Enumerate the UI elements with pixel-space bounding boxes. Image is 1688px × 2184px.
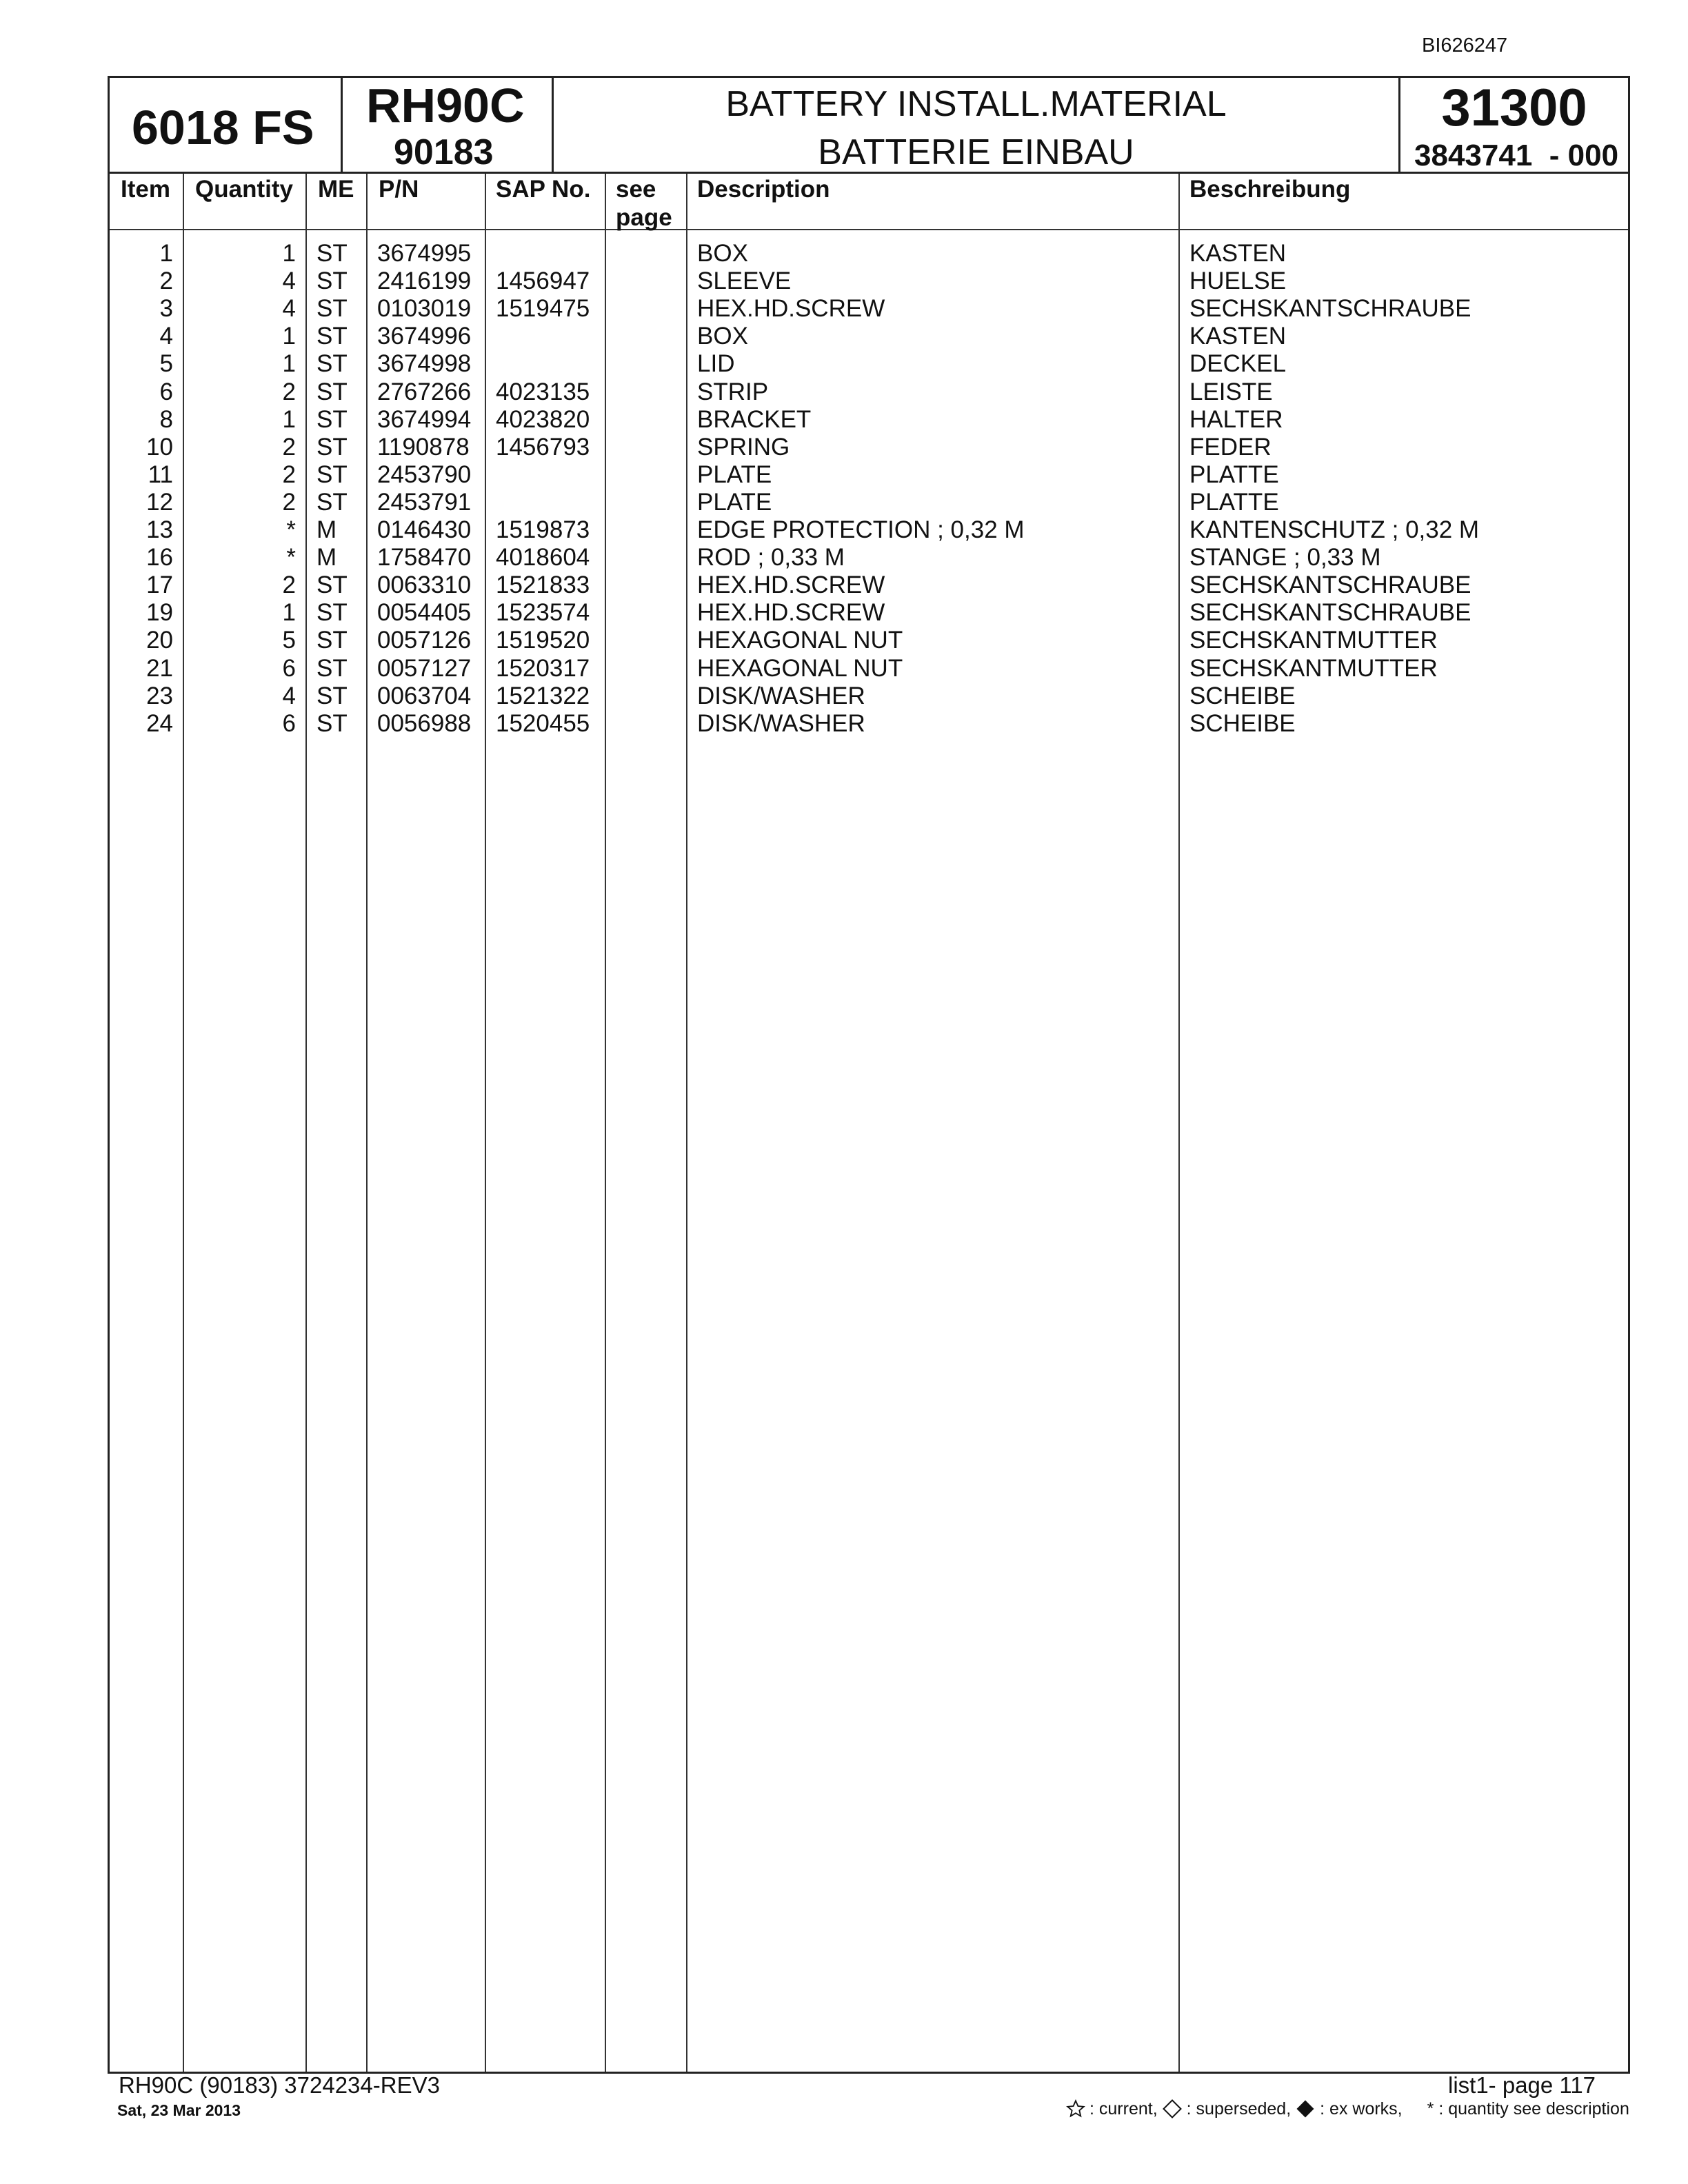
cell-beschreibung: SECHSKANTMUTTER (1189, 627, 1438, 654)
cell-me: ST (316, 709, 348, 737)
table-row (110, 544, 1628, 572)
cell-pn: 2416199 (377, 267, 472, 295)
cell-description: BOX (697, 240, 748, 267)
cell-me: ST (316, 267, 348, 295)
cell-description: ROD ; 0,33 M (697, 544, 845, 572)
table-row (110, 627, 1628, 654)
cell-item: 20 (146, 627, 173, 654)
table-row (110, 406, 1628, 434)
column-header-beschreibung: Beschreibung (1189, 176, 1351, 203)
cell-quantity: 2 (282, 433, 296, 461)
cell-beschreibung: PLATTE (1189, 488, 1279, 516)
column-header-item: Item (121, 176, 170, 203)
cell-quantity: 1 (282, 405, 296, 433)
cell-item: 16 (146, 544, 173, 572)
cell-beschreibung: STANGE ; 0,33 M (1189, 544, 1381, 572)
cell-description: SPRING (697, 433, 790, 461)
title-english: BATTERY INSTALL.MATERIAL (725, 84, 1227, 124)
cell-me: ST (316, 323, 348, 350)
document-id: BI626247 (1422, 34, 1508, 57)
cell-beschreibung: SCHEIBE (1189, 709, 1296, 737)
cell-description: BOX (697, 323, 748, 350)
cell-beschreibung: KANTENSCHUTZ ; 0,32 M (1189, 516, 1480, 543)
cell-quantity: * (286, 544, 296, 572)
cell-pn: 3674996 (377, 323, 472, 350)
table-row (110, 378, 1628, 406)
table-row (110, 489, 1628, 516)
cell-pn: 1758470 (377, 544, 472, 572)
cell-description: EDGE PROTECTION ; 0,32 M (697, 516, 1025, 543)
cell-beschreibung: SECHSKANTSCHRAUBE (1189, 295, 1471, 323)
variant-number: 90183 (394, 132, 494, 172)
cell-item: 4 (159, 323, 173, 350)
cell-beschreibung: SECHSKANTMUTTER (1189, 654, 1438, 682)
cell-description: SLEEVE (697, 267, 792, 295)
cell-pn: 3674995 (377, 240, 472, 267)
cell-beschreibung: KASTEN (1189, 240, 1287, 267)
cell-item: 6 (159, 378, 173, 405)
table-row (110, 350, 1628, 378)
cell-pn: 0103019 (377, 295, 472, 323)
cell-quantity: 5 (282, 627, 296, 654)
cell-sap: 1521322 (496, 682, 590, 709)
cell-me: ST (316, 461, 348, 488)
legend-superseded: : superseded, (1186, 2099, 1292, 2119)
cell-quantity: * (286, 516, 296, 543)
parts-table (108, 174, 1630, 2074)
cell-quantity: 6 (282, 654, 296, 682)
cell-description: HEX.HD.SCREW (697, 295, 885, 323)
cell-item: 12 (146, 488, 173, 516)
variant-cell (343, 78, 554, 172)
column-header-description: Description (697, 176, 830, 203)
cell-sap: 1456947 (496, 267, 590, 295)
column-header-pn: P/N (379, 176, 419, 203)
cell-me: ST (316, 433, 348, 461)
cell-pn: 0146430 (377, 516, 472, 543)
cell-pn: 0063310 (377, 572, 472, 599)
diamond-filled-icon (1295, 2099, 1316, 2119)
cell-pn: 0063704 (377, 682, 472, 709)
cell-pn: 2453790 (377, 461, 472, 488)
legend-ex-works: : ex works, (1320, 2099, 1403, 2119)
cell-item: 17 (146, 572, 173, 599)
cell-quantity: 2 (282, 572, 296, 599)
legend-quantity-note: * : quantity see description (1427, 2099, 1629, 2119)
table-row (110, 461, 1628, 489)
group-number: 31300 (1441, 79, 1587, 137)
cell-description: STRIP (697, 378, 769, 405)
cell-description: LID (697, 350, 735, 378)
cell-item: 5 (159, 350, 173, 378)
cell-me: M (316, 516, 337, 543)
footer-date: Sat, 23 Mar 2013 (117, 2101, 241, 2119)
cell-sap: 1523574 (496, 599, 590, 627)
cell-pn: 0054405 (377, 599, 472, 627)
page-label: page (616, 204, 672, 231)
cell-pn: 2767266 (377, 378, 472, 405)
variant-name: RH90C (366, 79, 525, 132)
cell-quantity: 2 (282, 461, 296, 488)
table-row (110, 267, 1628, 295)
cell-me: ST (316, 572, 348, 599)
cell-sap: 4023135 (496, 378, 590, 405)
drawing-number: 3843741 - 000 (1414, 139, 1619, 172)
diamond-outline-icon (1162, 2099, 1183, 2119)
cell-sap: 1521833 (496, 572, 590, 599)
cell-me: ST (316, 378, 348, 405)
cell-description: HEX.HD.SCREW (697, 572, 885, 599)
cell-sap: 1519873 (496, 516, 590, 543)
legend-current: : current, (1089, 2099, 1158, 2119)
cell-description: DISK/WASHER (697, 682, 865, 709)
cell-description: PLATE (697, 488, 772, 516)
footer-reference: RH90C (90183) 3724234-REV3 (119, 2072, 440, 2098)
table-row (110, 516, 1628, 544)
cell-item: 2 (159, 267, 173, 295)
column-header-me: ME (318, 176, 354, 203)
cell-me: M (316, 544, 337, 572)
cell-pn: 0057127 (377, 654, 472, 682)
cell-description: BRACKET (697, 405, 812, 433)
column-header-see-page (616, 175, 672, 232)
footer-page-number: list1- page 117 (1448, 2072, 1596, 2098)
cell-quantity: 1 (282, 240, 296, 267)
cell-quantity: 2 (282, 488, 296, 516)
cell-item: 13 (146, 516, 173, 543)
model-name: 6018 FS (132, 101, 314, 154)
title-german: BATTERIE EINBAU (818, 132, 1134, 172)
cell-pn: 3674994 (377, 405, 472, 433)
cell-item: 8 (159, 405, 173, 433)
cell-me: ST (316, 599, 348, 627)
cell-beschreibung: SECHSKANTSCHRAUBE (1189, 572, 1471, 599)
cell-sap: 1519520 (496, 627, 590, 654)
cell-quantity: 2 (282, 378, 296, 405)
cell-sap: 4023820 (496, 405, 590, 433)
table-row (110, 295, 1628, 323)
column-header-quantity: Quantity (195, 176, 293, 203)
cell-me: ST (316, 295, 348, 323)
cell-description: DISK/WASHER (697, 709, 865, 737)
cell-beschreibung: KASTEN (1189, 323, 1287, 350)
cell-me: ST (316, 627, 348, 654)
cell-me: ST (316, 405, 348, 433)
cell-quantity: 4 (282, 295, 296, 323)
cell-quantity: 4 (282, 267, 296, 295)
cell-pn: 3674998 (377, 350, 472, 378)
cell-pn: 2453791 (377, 488, 472, 516)
legend (1066, 2099, 1629, 2119)
cell-me: ST (316, 488, 348, 516)
cell-quantity: 1 (282, 323, 296, 350)
column-header-sap: SAP No. (496, 176, 591, 203)
cell-beschreibung: SECHSKANTSCHRAUBE (1189, 599, 1471, 627)
cell-item: 23 (146, 682, 173, 709)
cell-sap: 1520317 (496, 654, 590, 682)
cell-description: HEX.HD.SCREW (697, 599, 885, 627)
cell-quantity: 4 (282, 682, 296, 709)
table-row (110, 599, 1628, 627)
cell-sap: 1519475 (496, 295, 590, 323)
cell-quantity: 6 (282, 709, 296, 737)
table-row (110, 682, 1628, 710)
cell-sap: 1520455 (496, 709, 590, 737)
cell-me: ST (316, 240, 348, 267)
cell-description: HEXAGONAL NUT (697, 654, 903, 682)
table-row (110, 434, 1628, 461)
cell-me: ST (316, 350, 348, 378)
cell-item: 11 (148, 461, 173, 488)
cell-item: 21 (146, 654, 173, 682)
star-outline-icon (1066, 2099, 1085, 2119)
cell-sap: 1456793 (496, 433, 590, 461)
cell-beschreibung: DECKEL (1189, 350, 1287, 378)
table-row (110, 240, 1628, 267)
cell-description: PLATE (697, 461, 772, 488)
title-cell (554, 78, 1400, 172)
cell-sap: 4018604 (496, 544, 590, 572)
table-row (110, 323, 1628, 350)
table-row (110, 655, 1628, 682)
table-row (110, 572, 1628, 599)
cell-pn: 0056988 (377, 709, 472, 737)
cell-pn: 1190878 (377, 433, 470, 461)
page-header (108, 76, 1630, 174)
model-cell (110, 78, 343, 172)
cell-description: HEXAGONAL NUT (697, 627, 903, 654)
cell-item: 24 (146, 709, 173, 737)
cell-item: 10 (146, 433, 173, 461)
cell-quantity: 1 (282, 350, 296, 378)
cell-item: 3 (159, 295, 173, 323)
cell-beschreibung: HUELSE (1189, 267, 1287, 295)
cell-item: 19 (146, 599, 173, 627)
cell-beschreibung: SCHEIBE (1189, 682, 1296, 709)
cell-me: ST (316, 654, 348, 682)
cell-beschreibung: PLATTE (1189, 461, 1279, 488)
cell-beschreibung: HALTER (1189, 405, 1283, 433)
cell-quantity: 1 (282, 599, 296, 627)
header-rule (110, 229, 1628, 230)
cell-beschreibung: FEDER (1189, 433, 1272, 461)
table-row (110, 710, 1628, 738)
group-cell (1400, 78, 1628, 172)
cell-item: 1 (159, 240, 173, 267)
see-label: see (616, 176, 656, 203)
cell-beschreibung: LEISTE (1189, 378, 1273, 405)
cell-me: ST (316, 682, 348, 709)
cell-pn: 0057126 (377, 627, 472, 654)
